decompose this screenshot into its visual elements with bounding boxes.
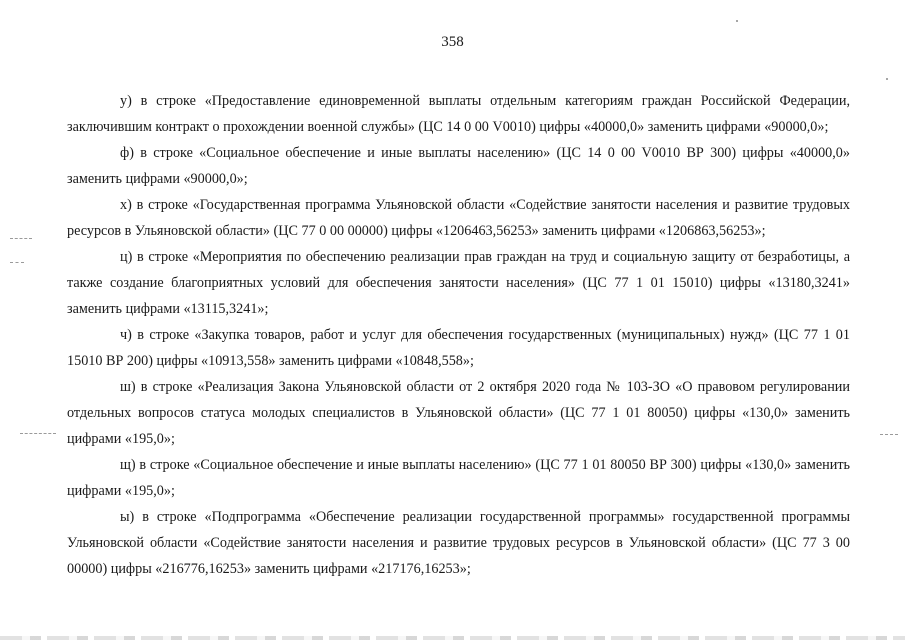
page-number: 358	[441, 34, 464, 50]
scan-bottom-edge	[0, 636, 905, 640]
document-body	[67, 88, 850, 582]
margin-scan-mark	[880, 434, 898, 435]
margin-scan-mark	[10, 238, 32, 239]
paragraph-ts: ц) в строке «Мероприятия по обеспечению реализации прав граждан на труд и социальную защиту от безработицы, а также создание благоприятных условий для обеспечения занятости населения» (ЦС 77 1 01 15010) цифры «13180,3241» заменить цифрами «13115,3241»;	[67, 249, 850, 317]
paragraph-shch: щ) в строке «Социальное обеспечение и иные выплаты населению» (ЦС 77 1 01 80050 ВР 300) цифры «130,0» заменить цифрами «195,0»;	[67, 457, 850, 499]
margin-scan-mark	[10, 262, 24, 263]
scan-speck	[886, 78, 888, 80]
paragraph-f: ф) в строке «Социальное обеспечение и иные выплаты населению» (ЦС 14 0 00 V0010 ВР 300) цифры «40000,0» заменить цифрами «90000,0»;	[67, 145, 850, 187]
scan-speck	[736, 20, 738, 22]
paragraph-kh: х) в строке «Государственная программа Ульяновской области «Содействие занятости населения и развитие трудовых ресурсов в Ульяновской области» (ЦС 77 0 00 00000) цифры «1206463,56253» заменить цифрами «1206863,56253»;	[67, 197, 850, 239]
paragraph-u: у) в строке «Предоставление единовременной выплаты отдельным категориям граждан Российской Федерации, заключившим контракт о прохождении военной службы» (ЦС 14 0 00 V0010) цифры «40000,0» заменить цифрами «90000,0»;	[67, 93, 850, 135]
paragraph-y: ы) в строке «Подпрограмма «Обеспечение реализации государственной программы» государственной программы Ульяновской области «Содействие занятости населения и развитие трудовых ресурсов в Ульяновской области» (ЦС 77 3 00 00000) цифры «216776,16253» заменить цифрами «217176,16253»;	[67, 509, 850, 577]
paragraph-ch: ч) в строке «Закупка товаров, работ и услуг для обеспечения государственных (муниципальных) нужд» (ЦС 77 1 01 15010 ВР 200) цифры «10913,558» заменить цифрами «10848,558»;	[67, 327, 850, 369]
margin-scan-mark	[20, 433, 56, 434]
paragraph-sh: ш) в строке «Реализация Закона Ульяновской области от 2 октября 2020 года № 103-ЗО «О правовом регулировании отдельных вопросов статуса молодых специалистов в Ульяновской области» (ЦС 77 1 01 80050) цифры «130,0» заменить цифрами «195,0»;	[67, 379, 850, 447]
